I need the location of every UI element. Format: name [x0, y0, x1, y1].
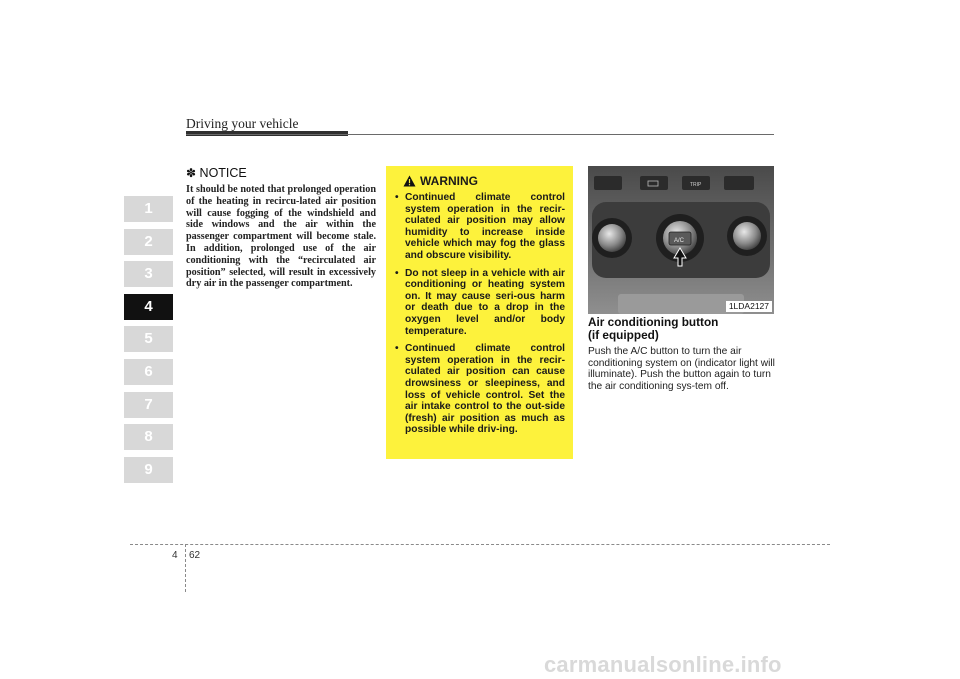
chapter-tab-5[interactable]: 5 — [124, 326, 173, 352]
panel-button-label: TRIP — [690, 182, 702, 188]
notice-box — [186, 166, 376, 290]
warning-heading-label: WARNING — [420, 174, 478, 188]
chapter-tabs — [124, 196, 173, 489]
header-rule — [186, 134, 774, 135]
ac-button-label: A/C — [674, 238, 685, 244]
ac-heading-line-1: Air conditioning button — [588, 315, 719, 329]
footer-divider — [185, 544, 186, 592]
watermark-text: carmanualsonline.info — [544, 652, 782, 677]
warning-item: • Do not sleep in a vehicle with air conditioning or heating system on. It may cause seri-ous harm or death due to a drop in the oxygen level and/or body temperature. — [395, 268, 565, 338]
chapter-tab-7[interactable]: 7 — [124, 392, 173, 418]
climate-control-photo — [588, 166, 774, 314]
notice-body: It should be noted that prolonged operation of the heating in recircu-lated air position will cause fogging of the windshield and side windows and the air within the passenger compartment will become stale. In addition, prolonged use of the air conditioning with the “recirculated air position” selected, will result in excessively dry air in the passenger compartment. — [186, 184, 376, 290]
page-header-title: Driving your vehicle — [186, 116, 299, 131]
ac-section-heading — [588, 316, 775, 341]
warning-item: • Continued climate control system operation in the recir-culated air position can cause drowsiness or sleepiness, and loss of vehicle control. Set the air intake control to the out-side (fresh) air position as much as possible while driv-ing. — [395, 343, 565, 436]
footer-chapter-number: 4 — [172, 550, 178, 561]
chapter-tab-4[interactable]: 4 — [124, 294, 173, 320]
chapter-tab-2[interactable]: 2 — [124, 229, 173, 255]
chapter-tab-1[interactable]: 1 — [124, 196, 173, 222]
footer-rule — [130, 544, 830, 545]
chapter-tab-3[interactable]: 3 — [124, 261, 173, 287]
warning-box — [386, 166, 573, 459]
ac-section-body: Push the A/C button to turn the air conditioning system on (indicator light will illuminate). Push the button again to turn the air conditioning sys-tem off. — [588, 346, 775, 392]
notice-heading — [186, 166, 376, 180]
notice-heading-label: NOTICE — [199, 166, 247, 180]
ac-button-section — [588, 316, 775, 392]
image-reference-label: 1LDA2127 — [726, 301, 772, 312]
ac-heading-line-2: (if equipped) — [588, 327, 659, 342]
chapter-tab-6[interactable]: 6 — [124, 359, 173, 385]
warning-heading — [395, 174, 565, 188]
footer-page-number: 62 — [189, 550, 201, 561]
warning-list — [395, 192, 565, 436]
notice-star-icon: ✽ — [186, 166, 197, 180]
warning-item: • Continued climate control system operation in the recir-culated air position may allow humidity to increase inside vehicle which may fog the glass and obscure visibility. — [395, 192, 565, 262]
chapter-tab-8[interactable]: 8 — [124, 424, 173, 450]
chapter-tab-9[interactable]: 9 — [124, 457, 173, 483]
climate-panel-illustration — [588, 166, 774, 314]
warning-triangle-icon — [403, 175, 416, 187]
